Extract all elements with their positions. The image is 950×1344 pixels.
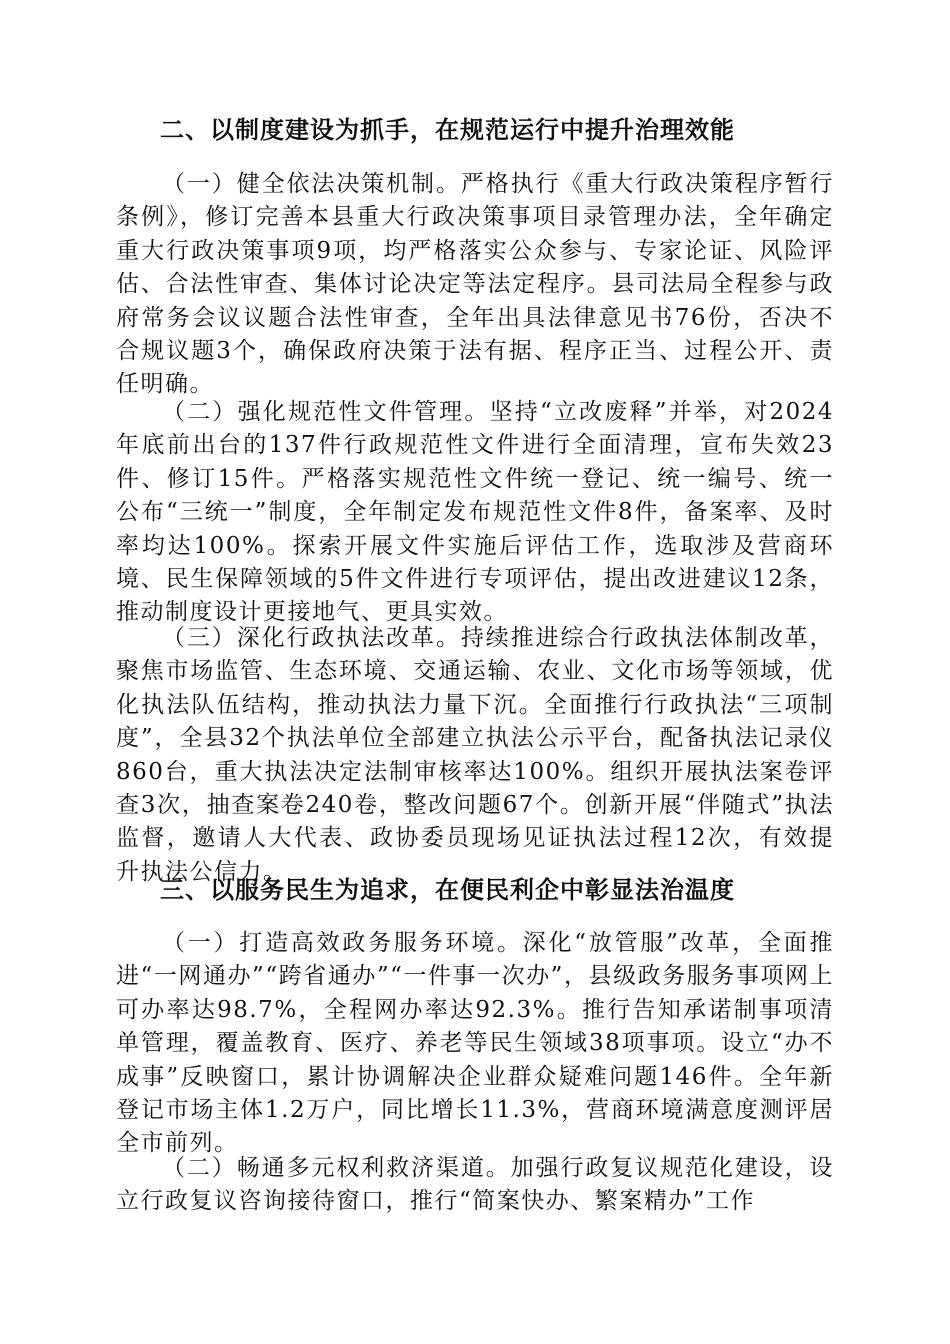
paragraph-law-enforcement-reform: （三）深化行政执法改革。持续推进综合行政执法体制改革，聚焦市场监管、生态环境、交通运输、农业、文化市场等领域，优化执法队伍结构，推动执法力量下沉。全面推行行政执法“三项制度”，全县32个执法单位全部建立执法公示平台，配备执法记录仪860台，重大执法决定法制审核率达100%。组织开展执法案卷评查3次，抽查案卷240卷，整改问题67个。创新开展“伴随式”执法监督，邀请人大代表、政协委员现场见证执法过程12次，有效提升执法公信力。 bbox=[116, 625, 834, 885]
paragraph-remedy-channels: （二）畅通多元权利救济渠道。加强行政复议规范化建设，设立行政复议咨询接待窗口，推行“简案快办、繁案精办”工作 bbox=[116, 1155, 834, 1215]
paragraph-government-services: （一）打造高效政务服务环境。深化“放管服”改革，全面推进“一网通办”“跨省通办”“一件事一次办”，县级政务服务事项网上可办率达98.7%，全程网办率达92.3%。推行告知承诺制事项清单管理，覆盖教育、医疗、养老等民生领域38项事项。设立“办不成事”反映窗口，累计协调解决企业群众疑难问题146件。全年新登记市场主体1.2万户，同比增长11.3%，营商环境满意度测评居全市前列。 bbox=[116, 930, 834, 1157]
paragraph-normative-documents: （二）强化规范性文件管理。坚持“立改废释”并举，对2024年底前出台的137件行政规范性文件进行全面清理，宣布失效23件、修订15件。严格落实规范性文件统一登记、统一编号、统一公布“三统一”制度，全年制定发布规范性文件8件，备案率、及时率均达100%。探索开展文件实施后评估工作，选取涉及营商环境、民生保障领域的5件文件进行专项评估，提出改进建议12条，推动制度设计更接地气、更具实效。 bbox=[116, 399, 834, 626]
section-heading-3: 三、以服务民生为追求，在便民利企中彰显法治温度 bbox=[160, 876, 735, 904]
paragraph-decision-mechanism: （一）健全依法决策机制。严格执行《重大行政决策程序暂行条例》，修订完善本县重大行政决策事项目录管理办法，全年确定重大行政决策事项9项，均严格落实公众参与、专家论证、风险评估、合法性审查、集体讨论决定等法定程序。县司法局全程参与政府常务会议议题合法性审查，全年出具法律意见书76份，否决不合规议题3个，确保政府决策于法有据、程序正当、过程公开、责任明确。 bbox=[116, 171, 834, 398]
section-heading-2: 二、以制度建设为抓手，在规范运行中提升治理效能 bbox=[160, 116, 735, 144]
